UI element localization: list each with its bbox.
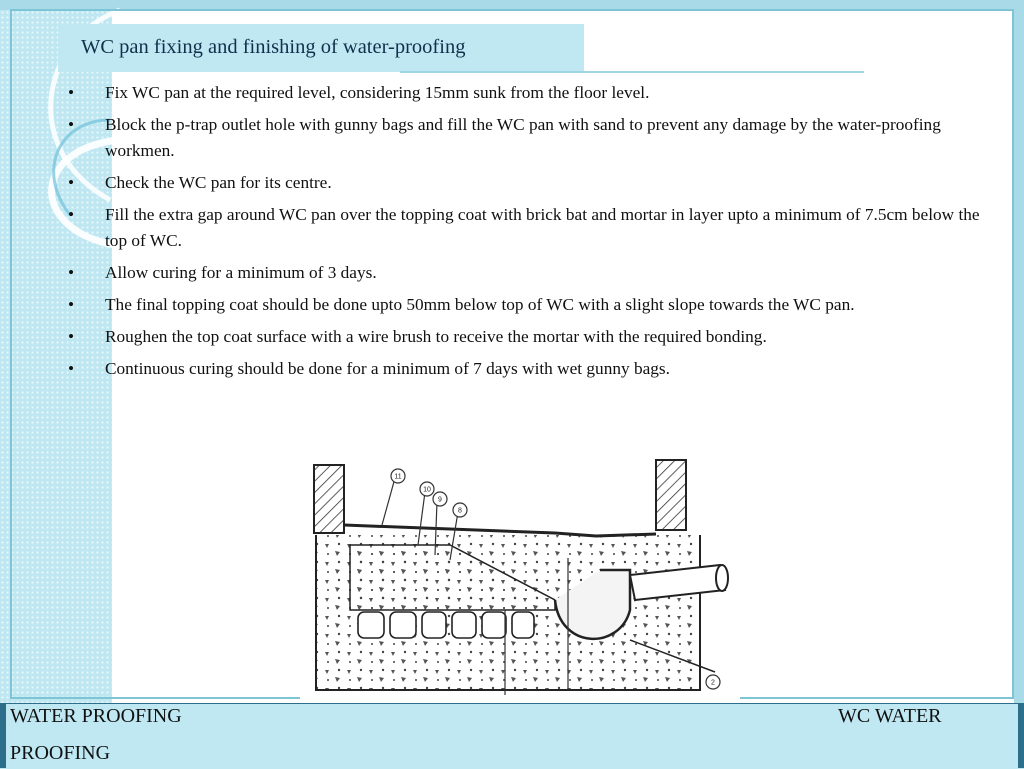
callout-label: 11	[394, 473, 402, 481]
bullet-item	[64, 356, 984, 382]
bullet-dot: •	[68, 295, 75, 314]
bullet-dot: •	[68, 205, 75, 224]
bullet-item	[64, 170, 984, 196]
bullet-text: Block the p-trap outlet hole with gunny bags and fill the WC pan with sand to prevent any damage by the water-proofing workmen.	[105, 115, 941, 160]
footer-left-text: WATER PROOFING	[10, 705, 182, 727]
bullet-item	[64, 80, 984, 106]
callout-label: 10	[423, 486, 431, 494]
left-wall	[314, 465, 344, 533]
bullet-item	[64, 324, 984, 350]
bullet-dot: •	[68, 327, 75, 346]
bullet-text: Allow curing for a minimum of 3 days.	[105, 263, 377, 282]
callout-label: 2	[711, 679, 715, 687]
callout-label: 9	[438, 496, 442, 504]
bullet-text: Roughen the top coat surface with a wire brush to receive the mortar with the required bonding.	[105, 327, 767, 346]
bullet-text: Continuous curing should be done for a minimum of 7 days with wet gunny bags.	[105, 359, 670, 378]
footer-left-text-line2: PROOFING	[10, 742, 111, 764]
bullet-item	[64, 202, 984, 254]
wc-pan-section-diagram	[300, 450, 740, 700]
bullet-dot: •	[68, 359, 75, 378]
bullet-dot: •	[68, 263, 75, 282]
bullet-text: Fill the extra gap around WC pan over the topping coat with brick bat and mortar in layer upto a minimum of 7.5cm below the top of WC.	[105, 205, 980, 250]
bullet-item	[64, 292, 984, 318]
footer-edge-left	[0, 703, 6, 768]
bullet-dot: •	[68, 83, 75, 102]
right-wall	[656, 460, 686, 530]
decorative-right-strip	[1014, 0, 1024, 768]
callout-label: 8	[458, 507, 462, 515]
bullet-text: Check the WC pan for its centre.	[105, 173, 332, 192]
bullet-item	[64, 112, 984, 164]
slide-title: WC pan fixing and finishing of water-proofing	[81, 36, 466, 58]
bullet-list	[64, 80, 984, 388]
bullet-item	[64, 260, 984, 286]
footer-right-text: WC WATER	[838, 705, 942, 727]
footer-edge-right	[1018, 703, 1024, 768]
bullet-dot: •	[68, 173, 75, 192]
title-underline	[400, 71, 864, 73]
bullet-dot: •	[68, 115, 75, 134]
bullet-text: Fix WC pan at the required level, considering 15mm sunk from the floor level.	[105, 83, 650, 102]
bullet-text: The final topping coat should be done upto 50mm below top of WC with a slight slope towards the WC pan.	[105, 295, 855, 314]
